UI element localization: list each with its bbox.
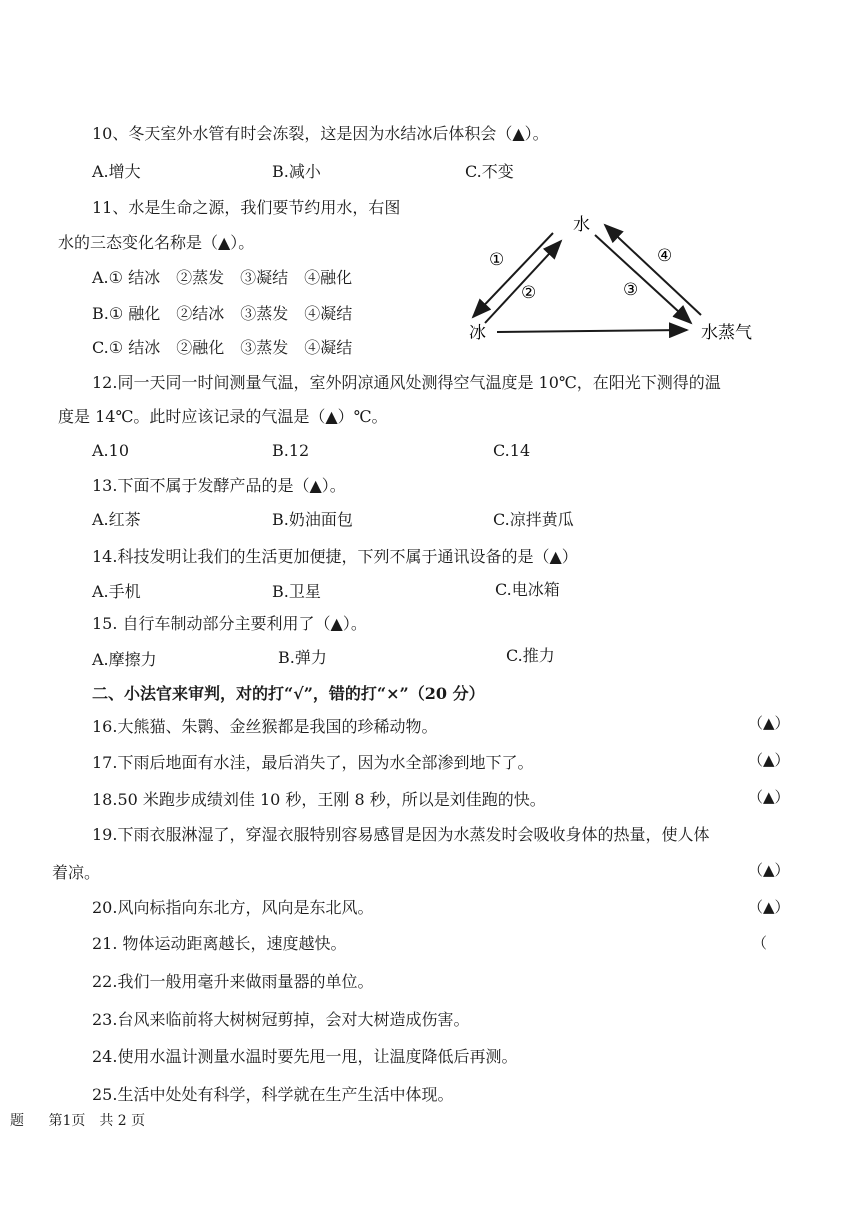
- section-2-title: 二、小法官来审判，对的打“√”，错的打“×”（20 分）: [92, 684, 485, 703]
- question-17: 17.下雨后地面有水洼，最后消失了，因为水全部渗到地下了。: [92, 753, 534, 772]
- label-2: ②: [521, 283, 537, 303]
- question-12-option-b: B.12: [272, 441, 310, 460]
- arrow-ice-to-vapor: [497, 330, 687, 332]
- question-18: 18.50 米跑步成绩刘佳 10 秒，王刚 8 秒，所以是刘佳跑的快。: [92, 790, 546, 809]
- question-11-option-b: B.① 融化 ②结冰 ③蒸发 ④凝结: [92, 304, 353, 323]
- page-number: 第1页 共 2 页: [48, 1113, 146, 1129]
- footer-left: 题: [10, 1113, 24, 1129]
- question-19-answer-mark: （▲）: [748, 861, 790, 879]
- question-20-answer-mark: （▲）: [748, 898, 790, 916]
- label-4: ④: [657, 246, 673, 266]
- label-water: 水: [573, 215, 590, 235]
- question-12-stem-line1: 12.同一天同一时间测量气温，室外阴凉通风处测得空气温度是 10℃，在阳光下测得的温: [92, 373, 721, 392]
- question-19-line1: 19.下雨衣服淋湿了，穿湿衣服特别容易感冒是因为水蒸发时会吸收身体的热量，使人体: [92, 825, 710, 844]
- question-11-stem-line2: 水的三态变化名称是（▲）。: [58, 233, 255, 252]
- question-16-answer-mark: （▲）: [748, 714, 790, 732]
- question-13-option-a: A.红茶: [92, 510, 141, 529]
- water-cycle-diagram: [455, 205, 775, 345]
- question-10-option-c: C.不变: [465, 162, 514, 181]
- question-11-stem-line1: 11、水是生命之源，我们要节约用水，右图: [92, 198, 401, 217]
- question-21: 21. 物体运动距离越长，速度越快。: [92, 934, 347, 953]
- question-24: 24.使用水温计测量水温时要先甩一甩，让温度降低后再测。: [92, 1047, 518, 1066]
- question-23: 23.台风来临前将大树树冠剪掉，会对大树造成伤害。: [92, 1010, 470, 1029]
- question-12-option-a: A.10: [92, 441, 129, 460]
- question-11-option-a: A.① 结冰 ②蒸发 ③凝结 ④融化: [92, 268, 353, 287]
- arrow-3-water-to-vapor: [595, 235, 691, 323]
- question-15-option-c: C.推力: [506, 646, 555, 665]
- question-13-option-b: B.奶油面包: [272, 510, 353, 529]
- question-19-line2: 着凉。: [52, 863, 101, 882]
- question-14-option-c: C.电冰箱: [495, 580, 560, 599]
- question-11-option-c: C.① 结冰 ②融化 ③蒸发 ④凝结: [92, 338, 353, 357]
- footer: [10, 1112, 145, 1130]
- question-10-stem: 10、冬天室外水管有时会冻裂，这是因为水结冰后体积会（▲）。: [92, 124, 549, 143]
- question-12-stem-line2: 度是 14℃。此时应该记录的气温是（▲）℃。: [58, 407, 388, 426]
- question-15-option-b: B.弹力: [278, 648, 327, 667]
- question-10-option-a: A.增大: [92, 162, 141, 181]
- question-22: 22.我们一般用毫升来做雨量器的单位。: [92, 972, 374, 991]
- question-10-option-b: B.减小: [272, 162, 321, 181]
- question-20: 20.风向标指向东北方，风向是东北风。: [92, 898, 374, 917]
- question-15-stem: 15. 自行车制动部分主要利用了（▲）。: [92, 614, 367, 633]
- label-3: ③: [623, 280, 639, 300]
- label-vapor: 水蒸气: [701, 323, 752, 343]
- question-14-option-b: B.卫星: [272, 582, 321, 601]
- question-16: 16.大熊猫、朱鹮、金丝猴都是我国的珍稀动物。: [92, 717, 438, 736]
- question-21-answer-mark: （: [752, 934, 768, 952]
- question-13-stem: 13.下面不属于发酵产品的是（▲）。: [92, 476, 346, 495]
- question-13-option-c: C.凉拌黄瓜: [493, 510, 574, 529]
- question-14-stem: 14.科技发明让我们的生活更加便捷，下列不属于通讯设备的是（▲）: [92, 547, 578, 566]
- question-14-option-a: A.手机: [92, 582, 141, 601]
- question-17-answer-mark: （▲）: [748, 751, 790, 769]
- label-1: ①: [489, 250, 505, 270]
- question-25: 25.生活中处处有科学，科学就在生产生活中体现。: [92, 1085, 454, 1104]
- question-15-option-a: A.摩擦力: [92, 650, 157, 669]
- arrow-1-water-to-ice: [473, 233, 553, 317]
- label-ice: 冰: [469, 323, 486, 343]
- question-12-option-c: C.14: [493, 441, 531, 460]
- arrow-4-vapor-to-water: [605, 225, 701, 315]
- question-18-answer-mark: （▲）: [748, 788, 790, 806]
